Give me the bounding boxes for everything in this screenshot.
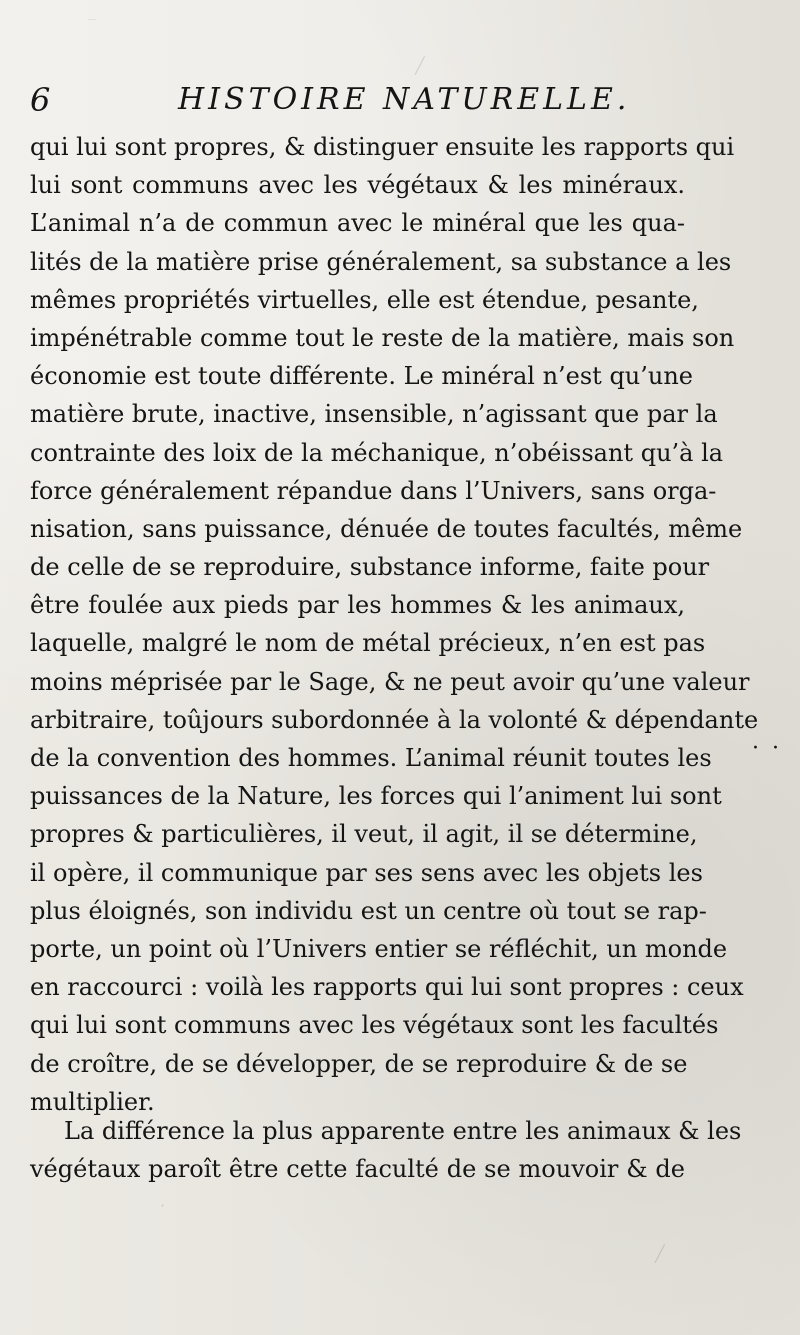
page-number: 6 bbox=[30, 81, 51, 119]
text-line: moins méprisée par le Sage, & ne peut avoir qu’une valeur bbox=[30, 667, 750, 696]
text-line: laquelle, malgré le nom de métal précieux, n’en est pas bbox=[30, 629, 706, 658]
text-line: économie est toute différente. Le minéral n’est qu’une bbox=[30, 362, 694, 391]
paragraph-one bbox=[30, 128, 759, 1121]
text-line: multiplier. bbox=[30, 1087, 155, 1116]
text-line: impénétrable comme tout le reste de la matière, mais son bbox=[30, 323, 735, 352]
text-line: mêmes propriétés virtuelles, elle est étendue, pesante, bbox=[30, 285, 699, 314]
text-line: de celle de se reproduire, substance informe, faite pour bbox=[30, 553, 710, 582]
running-title: HISTOIRE NATURELLE. bbox=[178, 82, 631, 117]
text-line: qui lui sont communs avec les végétaux sont les facultés bbox=[30, 1011, 719, 1040]
text-line: en raccourci : voilà les rapports qui lui sont propres : ceux bbox=[30, 973, 744, 1002]
paper-mark: · bbox=[160, 1196, 166, 1215]
text-line: lui sont communs avec les végétaux & les minéraux. bbox=[30, 171, 685, 200]
margin-mark: · · bbox=[752, 736, 782, 761]
text-line: La différence la plus apparente entre les animaux & les bbox=[64, 1117, 742, 1145]
paper-mark: ‾ bbox=[88, 16, 96, 35]
text-line: porte, un point où l’Univers entier se réfléchit, un monde bbox=[30, 934, 728, 963]
text-line: puissances de la Nature, les forces qui l’animent lui sont bbox=[30, 782, 722, 811]
text-line: lités de la matière prise généralement, sa substance a les bbox=[30, 247, 732, 276]
running-header bbox=[30, 81, 631, 122]
text-line: de la convention des hommes. L’animal réunit toutes les bbox=[30, 744, 712, 772]
text-line: arbitraire, toûjours subordonnée à la volonté & dépendante bbox=[30, 705, 759, 734]
text-line: force généralement répandue dans l’Univers, sans orga- bbox=[30, 476, 717, 505]
text-line: propres & particulières, il veut, il agit, il se détermine, bbox=[30, 820, 698, 849]
paper-mark: ╱ bbox=[655, 1244, 665, 1263]
text-line: qui lui sont propres, & distinguer ensuite les rapports qui bbox=[30, 133, 735, 161]
paragraph-two bbox=[30, 1112, 742, 1188]
text-line: matière brute, inactive, insensible, n’agissant que par la bbox=[30, 400, 718, 429]
text-line: il opère, il communique par ses sens avec les objets les bbox=[30, 858, 703, 887]
text-line: nisation, sans puissance, dénuée de toutes facultés, même bbox=[30, 514, 743, 543]
text-line: de croître, de se développer, de se reproduire & de se bbox=[30, 1049, 688, 1078]
text-line: végétaux paroît être cette faculté de se mouvoir & de bbox=[30, 1155, 685, 1184]
text-line: contrainte des loix de la méchanique, n’obéissant qu’à la bbox=[30, 438, 724, 467]
text-line: être foulée aux pieds par les hommes & les animaux, bbox=[30, 591, 685, 620]
paper-mark: ╱ bbox=[415, 56, 425, 75]
text-line: plus éloignés, son individu est un centre où tout se rap- bbox=[30, 896, 707, 925]
text-line: L’animal n’a de commun avec le minéral que les qua- bbox=[30, 209, 685, 238]
